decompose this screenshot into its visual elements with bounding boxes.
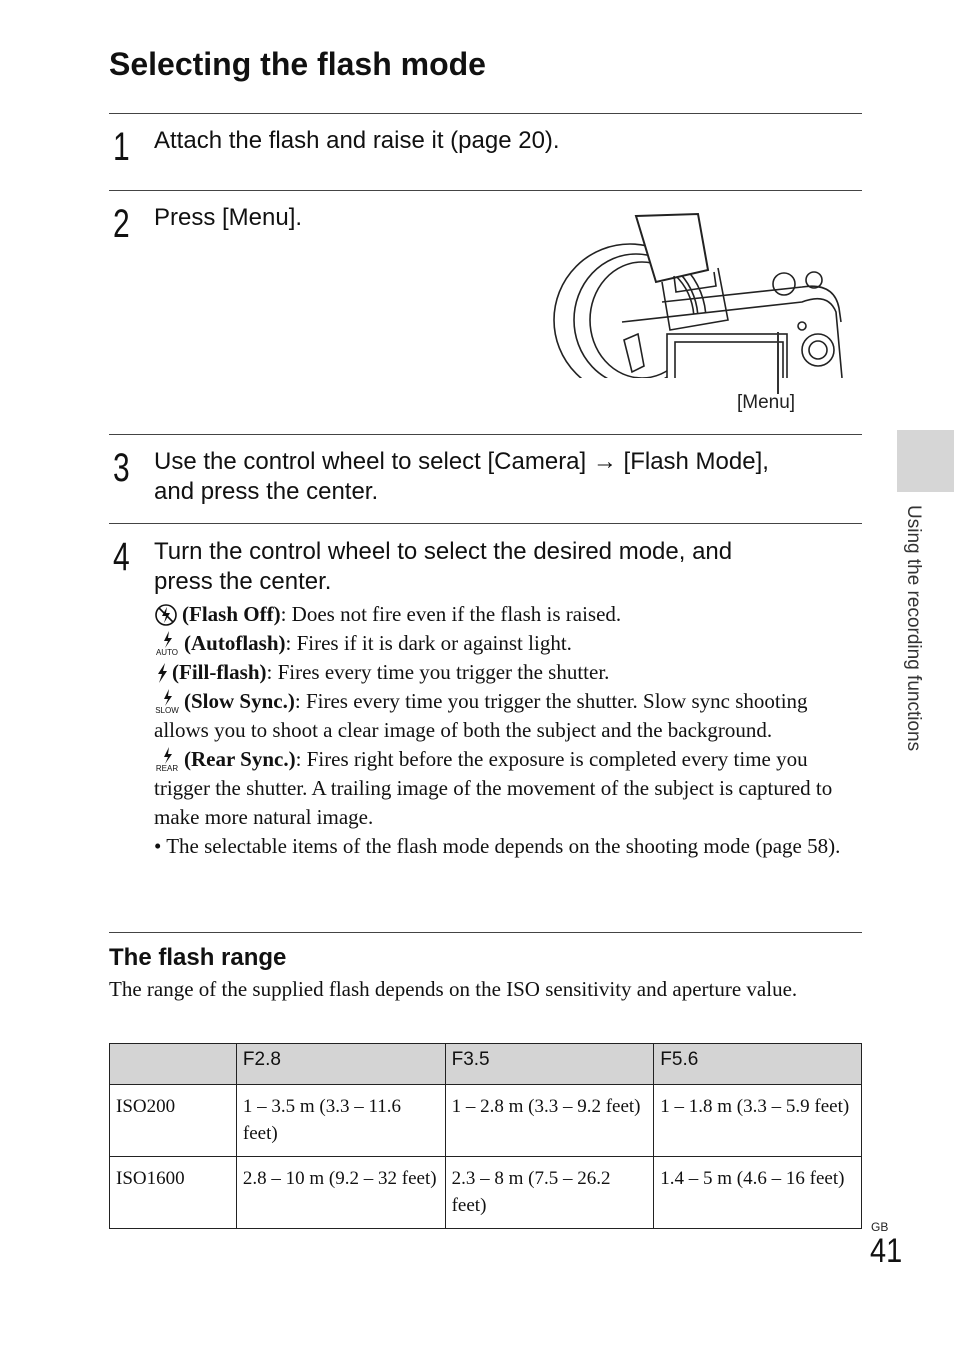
mode-rear-sync — [154, 745, 864, 832]
table-cell: ISO200 — [110, 1085, 237, 1157]
header-cell: F5.6 — [654, 1044, 862, 1085]
page-title: Selecting the flash mode — [109, 46, 486, 82]
slow-sync-icon-text: SLOW — [155, 706, 179, 714]
mode-desc: : Does not fire even if the flash is raised. — [280, 602, 622, 626]
section-description: The range of the supplied flash depends on the ISO sensitivity and aperture value. — [109, 977, 798, 1001]
step-3-line-1: Use the control wheel to select [Camera] → [Flash Mode], — [154, 448, 769, 475]
header-cell: F2.8 — [236, 1044, 445, 1085]
fill-flash-icon — [154, 661, 170, 685]
table-cell: ISO1600 — [110, 1157, 237, 1229]
rear-sync-icon-text: REAR — [155, 764, 179, 772]
table-cell: 1 – 2.8 m (3.3 – 9.2 feet) — [445, 1085, 654, 1157]
menu-callout-label: [Menu] — [737, 392, 796, 413]
rear-sync-icon — [154, 746, 180, 772]
mode-desc: : Fires if it is dark or against light. — [285, 631, 572, 655]
autoflash-icon-text: AUTO — [155, 648, 179, 656]
table-cell: 1 – 1.8 m (3.3 – 5.9 feet) — [654, 1085, 862, 1157]
flash-off-icon — [154, 603, 178, 627]
table-cell: 1 – 3.5 m (3.3 – 11.6 feet) — [236, 1085, 445, 1157]
table-row — [110, 1085, 862, 1157]
camera-illustration — [552, 212, 844, 378]
step-2-text: Press [Menu]. — [154, 204, 303, 231]
mode-desc: : Fires right before the exposure is completed every time you trigger the shutter. A trailing image of the movement of the subject is captured to make more natural image. — [154, 747, 833, 829]
section-title: The flash range — [109, 944, 287, 971]
step-3-text — [154, 447, 769, 507]
section-side-label: Using the recording functions — [903, 505, 924, 752]
table-row — [110, 1157, 862, 1229]
flash-mode-list — [154, 600, 864, 861]
slow-sync-icon — [154, 688, 180, 714]
divider — [109, 113, 862, 114]
mode-name: (Fill-flash) — [172, 660, 267, 684]
autoflash-icon — [154, 630, 180, 656]
header-cell: F3.5 — [445, 1044, 654, 1085]
divider — [109, 190, 862, 191]
region-code: GB — [871, 1220, 889, 1234]
table-cell: 2.8 – 10 m (9.2 – 32 feet) — [236, 1157, 445, 1229]
step-4-number: 4 — [113, 535, 130, 579]
step-4-line-1: Turn the control wheel to select the desired mode, and — [154, 538, 733, 565]
header-cell — [110, 1044, 237, 1085]
mode-desc: : Fires every time you trigger the shutter. Slow sync shooting allows you to shoot a clear image of both the subject and the background. — [154, 689, 808, 742]
mode-slow-sync — [154, 687, 864, 745]
table-cell: 2.3 – 8 m (7.5 – 26.2 feet) — [445, 1157, 654, 1229]
table-cell: 1.4 – 5 m (4.6 – 16 feet) — [654, 1157, 862, 1229]
flash-mode-note: • The selectable items of the flash mode depends on the shooting mode (page 58). — [154, 834, 841, 858]
mode-flash-off — [154, 600, 864, 629]
mode-fill-flash — [154, 658, 864, 687]
menu-callout-line — [777, 332, 779, 394]
flash-range-table — [109, 1043, 862, 1229]
step-1-number: 1 — [113, 125, 130, 169]
step-3-number: 3 — [113, 446, 130, 490]
page-number: 41 — [870, 1232, 903, 1270]
step-3-line-2: and press the center. — [154, 478, 379, 505]
divider — [109, 434, 862, 435]
step-4-text — [154, 537, 732, 597]
divider — [109, 523, 862, 524]
step-1-text: Attach the flash and raise it (page 20). — [154, 127, 560, 154]
step-4-line-2: press the center. — [154, 568, 332, 595]
mode-desc: : Fires every time you trigger the shutter. — [266, 660, 610, 684]
table-header-row — [110, 1044, 862, 1085]
step-2-number: 2 — [113, 202, 130, 246]
mode-name: (Slow Sync.) — [184, 689, 295, 713]
mode-name: (Rear Sync.) — [184, 747, 296, 771]
section-tab — [897, 430, 954, 492]
mode-autoflash — [154, 629, 864, 658]
mode-name: (Flash Off) — [182, 602, 281, 626]
mode-name: (Autoflash) — [184, 631, 286, 655]
divider — [109, 932, 862, 933]
